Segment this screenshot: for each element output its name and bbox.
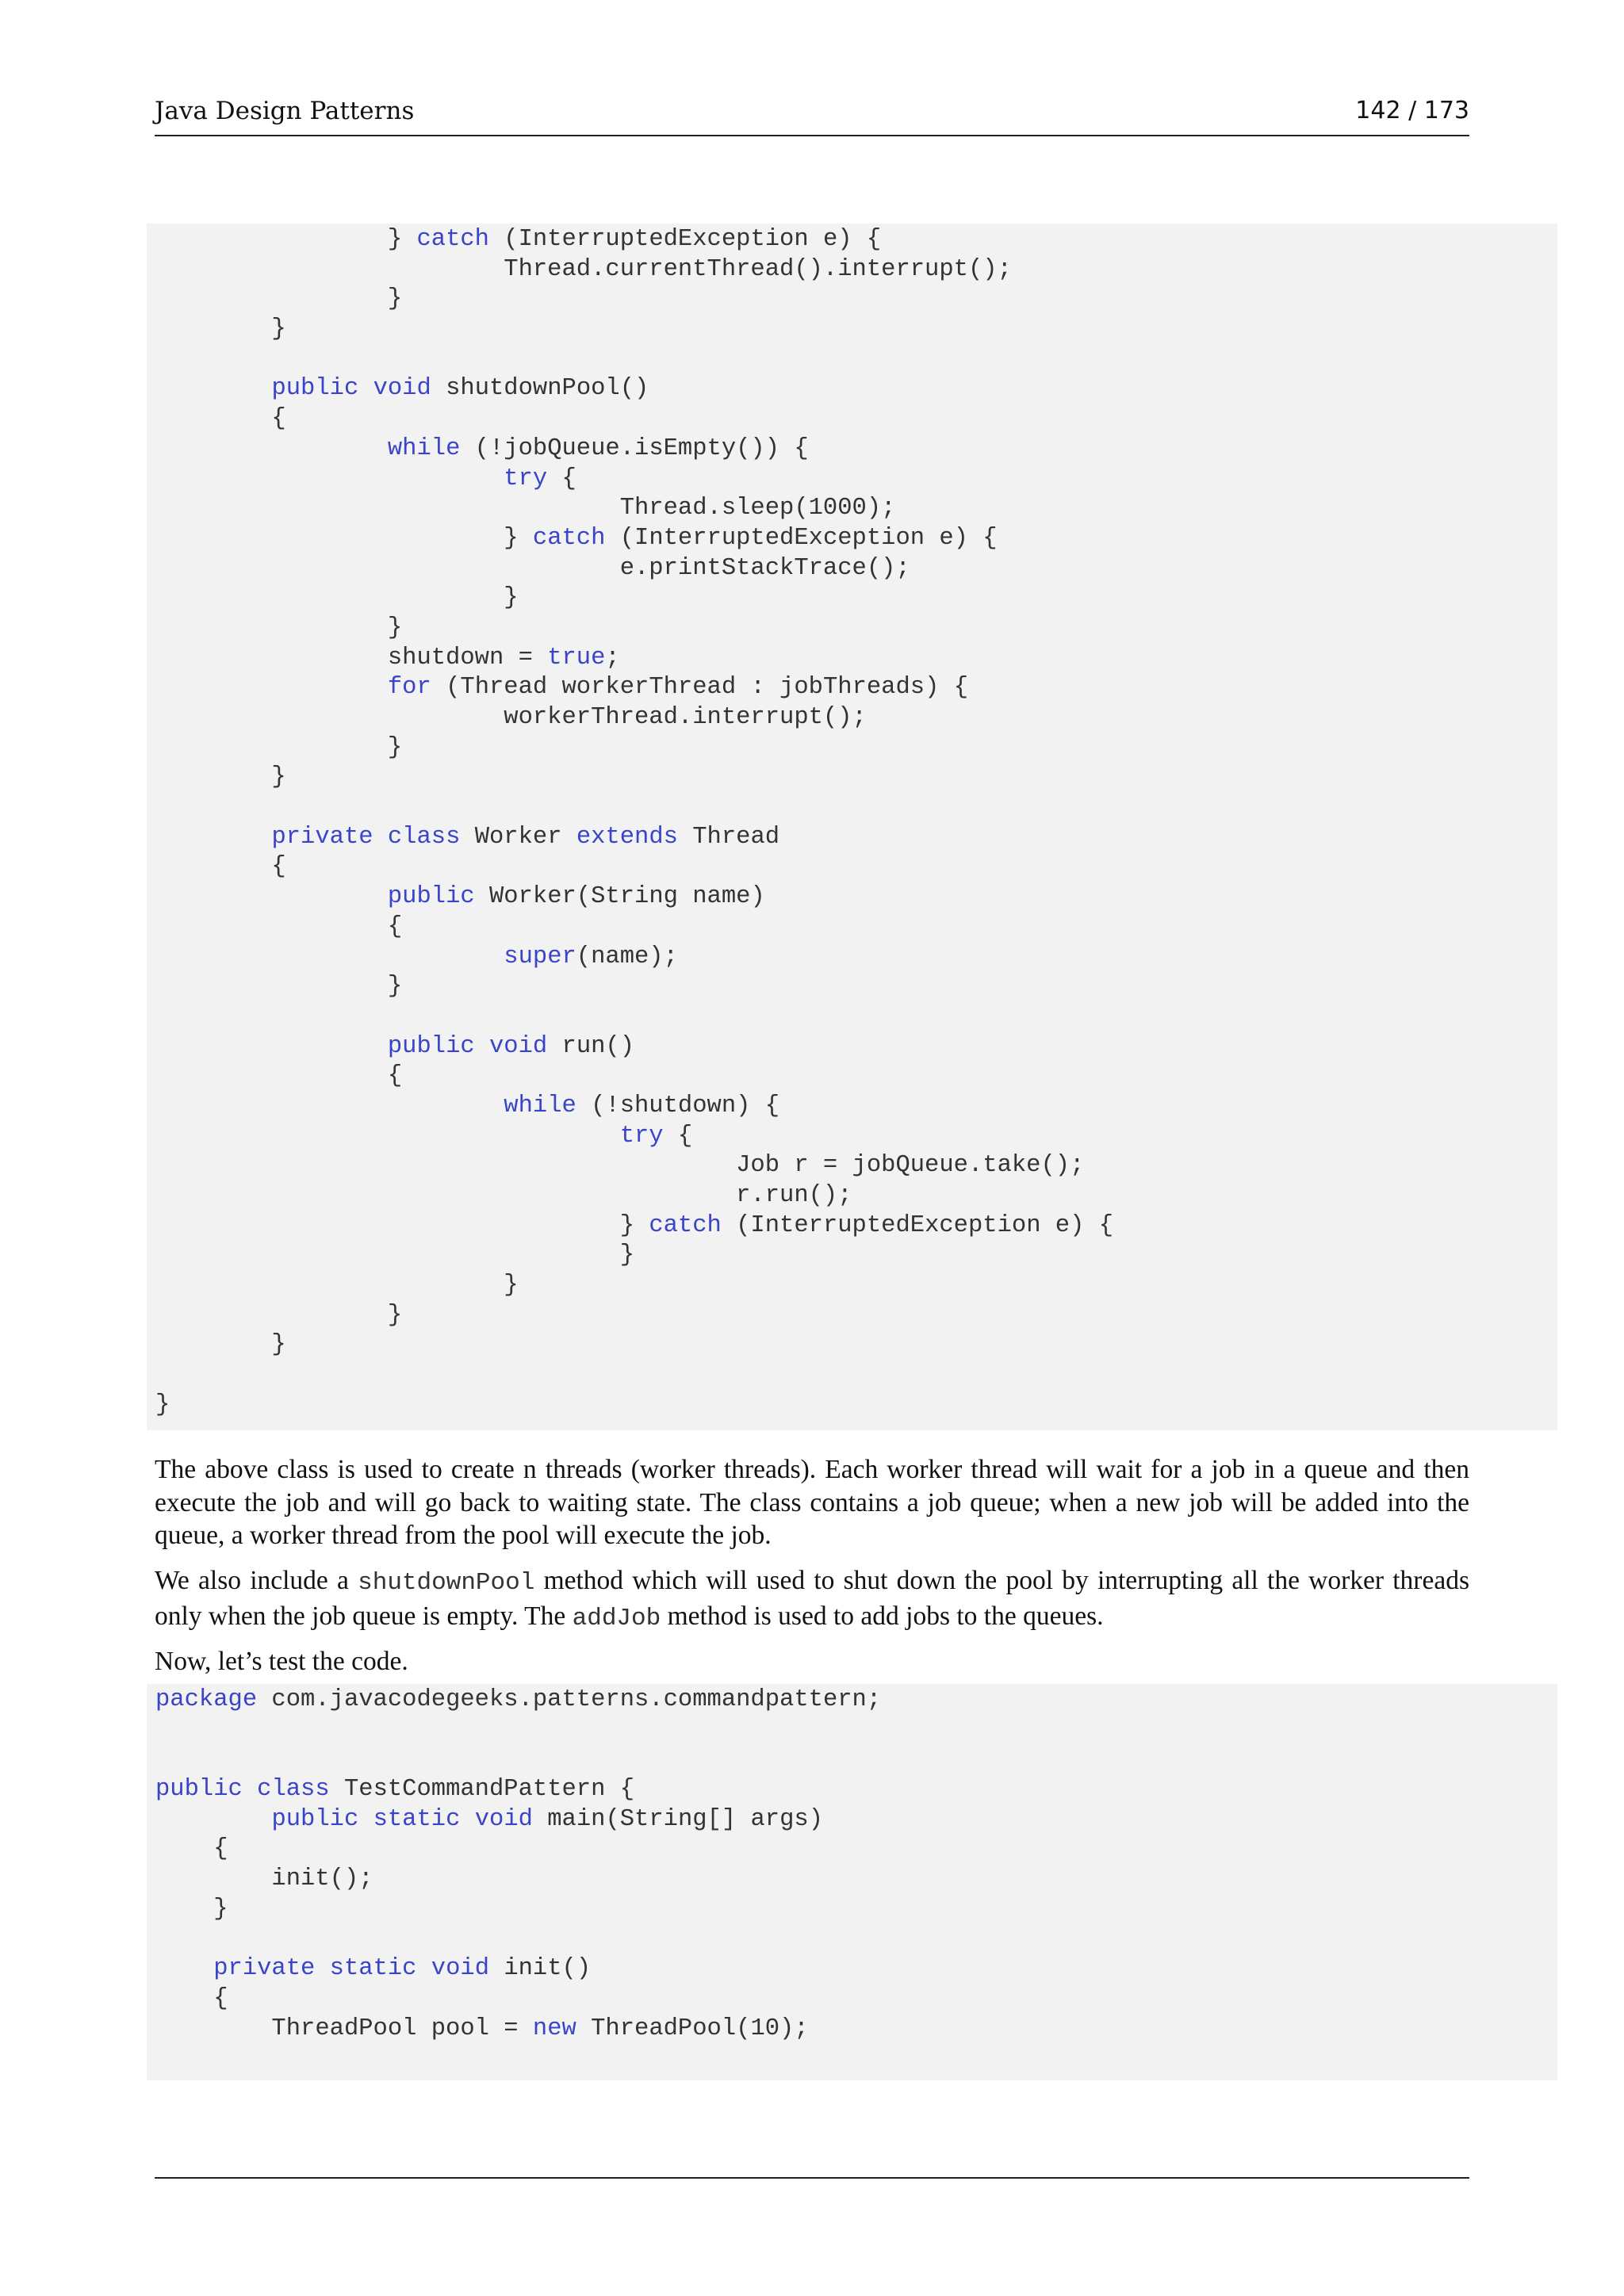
code-text: } <box>155 733 403 761</box>
code-line <box>147 1805 1557 1835</box>
code-text: (!jobQueue.isEmpty()) { <box>460 434 809 462</box>
code-text: ThreadPool(10); <box>576 2015 809 2042</box>
footer-rule <box>155 2177 1469 2179</box>
code-line <box>147 1954 1557 1984</box>
code-text: (Thread workerThread : jobThreads) { <box>431 674 968 702</box>
code-text: init(); <box>155 1866 373 1893</box>
code-line <box>147 644 1557 674</box>
code-text: { <box>155 1835 228 1863</box>
code-line <box>147 255 1557 285</box>
code-text: (!shutdown) { <box>576 1092 780 1119</box>
page-header <box>155 97 1469 136</box>
code-text: run() <box>547 1032 635 1060</box>
code-line <box>147 494 1557 524</box>
code-text: Thread.sleep(1000); <box>155 495 896 522</box>
code-text: } <box>155 973 403 1001</box>
code-text: r.run(); <box>155 1182 852 1209</box>
code-text: Job r = jobQueue.take(); <box>155 1152 1085 1180</box>
code-keyword: while <box>387 434 461 462</box>
code-text: } <box>155 1331 286 1359</box>
code-text: Worker <box>460 823 576 851</box>
code-line <box>147 1865 1557 1895</box>
inline-code-shutdownpool: shutdownPool <box>358 1569 535 1597</box>
code-line <box>147 852 1557 882</box>
code-text: } <box>155 1301 403 1329</box>
code-text: } <box>155 1242 634 1269</box>
code-text <box>155 1806 271 1833</box>
code-line <box>147 823 1557 853</box>
code-text <box>155 824 271 851</box>
code-text: } <box>155 316 286 343</box>
code-line <box>147 703 1557 733</box>
code-line <box>147 1151 1557 1181</box>
inline-code-addjob: addJob <box>572 1604 661 1632</box>
code-line <box>147 1686 1557 1716</box>
code-line <box>147 584 1557 614</box>
code-keyword: class <box>387 823 461 851</box>
code-keyword: public <box>387 1032 475 1060</box>
code-line <box>147 1925 1557 1955</box>
code-text <box>155 375 271 402</box>
code-line <box>147 1211 1557 1242</box>
code-text: ThreadPool pool = <box>155 2015 533 2042</box>
code-block-thread-pool <box>147 224 1557 1430</box>
code-text: } <box>155 226 417 253</box>
code-line <box>147 614 1557 644</box>
code-text: } <box>155 584 519 612</box>
code-text: (InterruptedException e) { <box>488 226 882 253</box>
code-text: Thread.currentThread().interrupt(); <box>155 255 1012 283</box>
code-text: { <box>155 1062 403 1090</box>
code-text: } <box>155 1211 649 1239</box>
code-text: } <box>155 285 403 313</box>
code-line <box>147 285 1557 315</box>
code-text: } <box>155 524 533 552</box>
code-line <box>147 1835 1557 1865</box>
code-text <box>416 1955 431 1982</box>
code-line <box>147 763 1557 793</box>
code-line <box>147 1002 1557 1032</box>
code-keyword: static <box>329 1955 417 1983</box>
code-keyword: public <box>387 883 475 911</box>
code-line <box>147 1984 1557 2015</box>
code-line <box>147 554 1557 584</box>
code-line <box>147 1745 1557 1775</box>
paragraph-shutdown-description <box>155 1564 1469 1635</box>
paragraph-text: We also include a <box>155 1566 358 1595</box>
code-keyword: try <box>619 1122 664 1150</box>
code-text: } <box>155 1895 228 1923</box>
code-line <box>147 1092 1557 1122</box>
code-keyword: class <box>257 1776 330 1804</box>
code-text <box>358 375 373 402</box>
code-keyword: private <box>213 1955 316 1983</box>
code-keyword: extends <box>576 823 678 851</box>
code-keyword: void <box>474 1805 533 1833</box>
code-line <box>147 1122 1557 1152</box>
code-line <box>147 1360 1557 1391</box>
code-keyword: while <box>504 1092 576 1119</box>
code-line <box>147 913 1557 943</box>
code-text <box>155 1033 388 1060</box>
code-line <box>147 1181 1557 1211</box>
code-text <box>358 1806 373 1833</box>
code-text: (name); <box>576 943 678 970</box>
code-line <box>147 673 1557 703</box>
code-text: shutdownPool() <box>431 375 649 403</box>
code-keyword: void <box>489 1032 548 1060</box>
code-keyword: public <box>271 1805 359 1833</box>
code-text <box>460 1806 474 1833</box>
code-text: { <box>155 853 286 881</box>
code-keyword: true <box>547 644 606 672</box>
code-text: } <box>155 614 403 641</box>
code-text: workerThread.interrupt(); <box>155 704 867 731</box>
paragraph-test-intro: Now, let’s test the code. <box>155 1647 408 1676</box>
code-text <box>243 1776 257 1803</box>
code-line <box>147 225 1557 255</box>
code-text: } <box>155 1272 519 1299</box>
code-line <box>147 733 1557 763</box>
code-line <box>147 315 1557 345</box>
code-text <box>373 824 388 851</box>
code-text: (InterruptedException e) { <box>721 1211 1114 1239</box>
code-keyword: try <box>504 465 548 492</box>
code-block-test-command-pattern <box>147 1684 1557 2080</box>
code-line <box>147 345 1557 375</box>
code-line <box>147 1062 1557 1092</box>
code-line <box>147 1301 1557 1331</box>
code-keyword: void <box>373 375 431 403</box>
code-text: { <box>155 1984 228 2012</box>
code-text <box>155 943 504 970</box>
code-keyword: public <box>271 375 359 403</box>
document-title: Java Design Patterns <box>155 97 415 125</box>
code-text: e.printStackTrace(); <box>155 554 910 582</box>
code-line <box>147 972 1557 1002</box>
code-keyword: private <box>271 823 373 851</box>
code-keyword: void <box>431 1955 490 1983</box>
code-line <box>147 1716 1557 1746</box>
code-text: com.javacodegeeks.patterns.commandpattern; <box>257 1686 882 1713</box>
code-line <box>147 465 1557 495</box>
code-keyword: static <box>373 1805 461 1833</box>
code-text: shutdown = <box>155 644 548 672</box>
code-line <box>147 1895 1557 1925</box>
code-keyword: catch <box>649 1211 722 1239</box>
code-line <box>147 2015 1557 2045</box>
code-text: } <box>155 763 286 791</box>
code-keyword: public <box>155 1776 243 1804</box>
code-text <box>155 674 388 701</box>
code-text: init() <box>489 1955 592 1983</box>
code-keyword: new <box>532 2015 576 2042</box>
paragraph-thread-pool-description: The above class is used to create n threads (worker threads). Each worker thread will wait for a job in a queue and then execute the job and will go back to waiting state. The class contains a job queue; when a new job will be added into the queue, a worker thread from the pool will execute the job. <box>155 1455 1469 1550</box>
code-line <box>147 1391 1557 1421</box>
code-line <box>147 1271 1557 1301</box>
code-text <box>155 1955 213 1982</box>
code-line <box>147 943 1557 973</box>
code-text: { <box>155 913 403 940</box>
code-line <box>147 882 1557 913</box>
code-text: (InterruptedException e) { <box>605 524 998 552</box>
code-keyword: super <box>504 943 576 970</box>
code-line <box>147 374 1557 404</box>
code-text <box>475 1033 489 1060</box>
code-text: { <box>155 405 286 433</box>
code-text: { <box>547 465 576 492</box>
code-text: Thread <box>677 823 780 851</box>
code-line <box>147 1241 1557 1271</box>
code-text: } <box>155 1391 170 1418</box>
code-text <box>155 1123 620 1150</box>
code-keyword: package <box>155 1686 258 1713</box>
code-text <box>315 1955 329 1982</box>
code-text: main(String[] args) <box>532 1805 823 1833</box>
code-text <box>155 465 504 492</box>
paragraph-text: method is used to add jobs to the queues. <box>661 1601 1104 1631</box>
code-line <box>147 524 1557 554</box>
code-text <box>155 1093 504 1119</box>
code-line <box>147 404 1557 434</box>
page-number: 142 / 173 <box>1355 97 1469 124</box>
code-line <box>147 1775 1557 1805</box>
code-text: Worker(String name) <box>474 883 765 911</box>
code-line <box>147 1032 1557 1062</box>
paragraph-text: method which will used to shut down the pool by interrupting all the worker threads only when the job queue is empty. The <box>155 1566 1469 1631</box>
code-text: ; <box>605 644 620 672</box>
code-text: { <box>663 1122 693 1150</box>
code-text <box>155 883 388 910</box>
code-keyword: catch <box>416 226 489 253</box>
code-keyword: catch <box>532 524 606 552</box>
code-text: TestCommandPattern { <box>329 1776 635 1804</box>
code-line <box>147 434 1557 465</box>
code-text <box>155 435 388 462</box>
code-keyword: for <box>387 674 431 702</box>
code-line <box>147 793 1557 823</box>
code-line <box>147 1330 1557 1360</box>
